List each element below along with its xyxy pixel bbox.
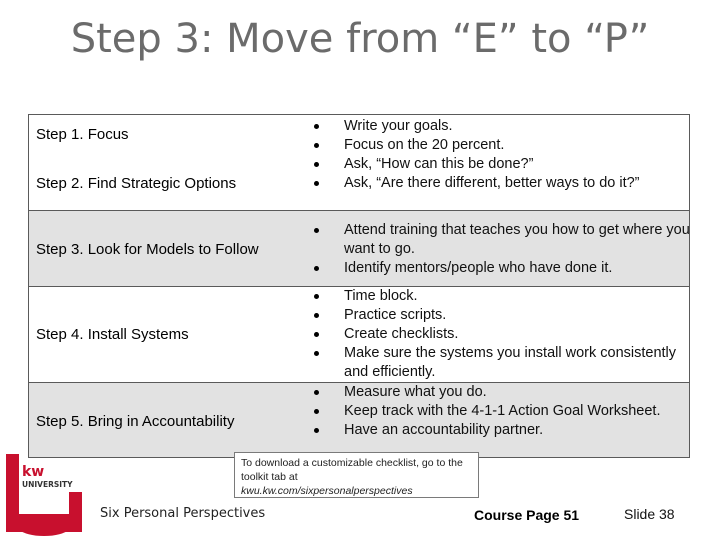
logo-word: UNIVERSITY: [22, 480, 73, 489]
logo-letters: kw: [22, 464, 45, 480]
list-item: Measure what you do.: [300, 383, 690, 402]
list-item: Create checklists.: [300, 325, 690, 344]
kw-university-logo: [4, 452, 84, 538]
footer-course-page: Course Page 51: [474, 507, 580, 523]
list-item: Time block.: [300, 287, 690, 306]
list-item: Have an accountability partner.: [300, 421, 690, 440]
bullet-list: [300, 287, 690, 382]
slide-title: Step 3: Move from “E” to “P”: [70, 16, 650, 62]
logo-graphic: [4, 452, 84, 538]
list-item: Focus on the 20 percent.: [300, 136, 690, 155]
list-item: Keep track with the 4-1-1 Action Goal Worksheet.: [300, 402, 690, 421]
callout-text: To download a customizable checklist, go to the toolkit tab at: [241, 457, 463, 483]
slide-number: Slide 38: [624, 506, 675, 522]
download-callout: [234, 452, 479, 498]
list-item: Attend training that teaches you how to get where you want to go.: [300, 221, 690, 259]
bullet-list: [300, 117, 690, 193]
step-label: Step 3. Look for Models to Follow: [36, 241, 259, 258]
list-item: Identify mentors/people who have done it.: [300, 259, 690, 278]
list-item: Ask, “How can this be done?”: [300, 155, 690, 174]
list-item: Ask, “Are there different, better ways to do it?”: [300, 174, 690, 193]
step-label: Step 4. Install Systems: [36, 326, 189, 343]
bullet-list: [300, 383, 690, 440]
list-item: Write your goals.: [300, 117, 690, 136]
footer-course-title: Six Personal Perspectives: [100, 506, 266, 521]
toolkit-link[interactable]: kwu.kw.com/sixpersonalperspectives: [241, 485, 413, 497]
step-label: Step 1. Focus: [36, 126, 129, 143]
list-item: Make sure the systems you install work consistently and efficiently.: [300, 344, 690, 382]
list-item: Practice scripts.: [300, 306, 690, 325]
step-label: Step 5. Bring in Accountability: [36, 413, 235, 430]
step-label: Step 2. Find Strategic Options: [36, 175, 237, 192]
bullet-list: [300, 221, 690, 278]
